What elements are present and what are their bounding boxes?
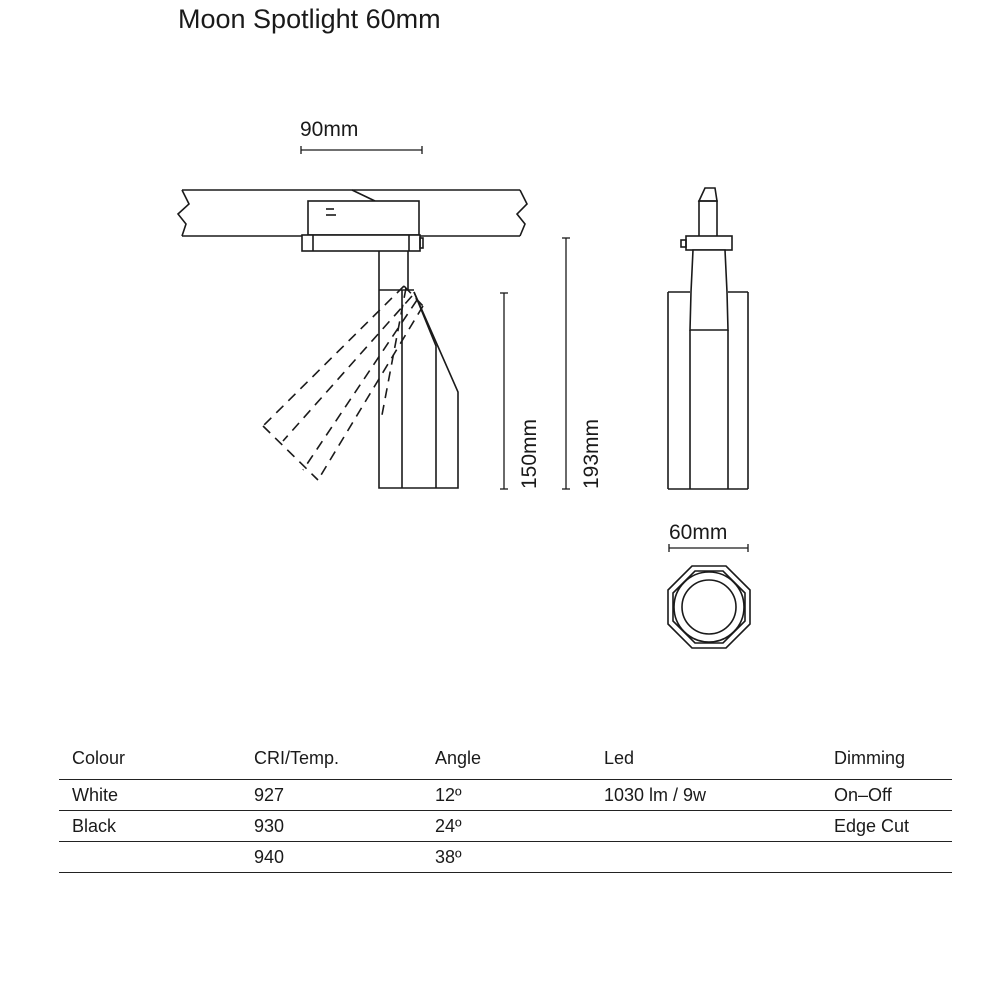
spec-table-header bbox=[59, 737, 952, 780]
front-view bbox=[668, 188, 748, 489]
table-row bbox=[59, 780, 952, 811]
header-colour: Colour bbox=[59, 737, 254, 780]
dimension-150-label: 150mm bbox=[518, 418, 541, 489]
dimension-diameter-line bbox=[669, 544, 748, 552]
cell-angle: 12º bbox=[435, 780, 604, 811]
cell-angle: 24º bbox=[435, 811, 604, 842]
header-dimming: Dimming bbox=[834, 737, 952, 780]
header-angle: Angle bbox=[435, 737, 604, 780]
cell-dimming: On–Off bbox=[834, 780, 952, 811]
cell-cri-temp: 940 bbox=[254, 842, 435, 873]
table-row bbox=[59, 842, 952, 873]
page-title: Moon Spotlight 60mm bbox=[178, 4, 441, 34]
spotlight-stem bbox=[379, 251, 408, 290]
cell-colour: White bbox=[59, 780, 254, 811]
dimension-193-line bbox=[562, 238, 570, 489]
cell-angle: 38º bbox=[435, 842, 604, 873]
cell-cri-temp: 927 bbox=[254, 780, 435, 811]
track-adapter bbox=[302, 201, 423, 251]
cell-dimming bbox=[834, 842, 952, 873]
spec-table bbox=[59, 737, 952, 873]
spotlight-head bbox=[379, 290, 458, 488]
cell-dimming: Edge Cut bbox=[834, 811, 952, 842]
dimension-width-line bbox=[301, 146, 422, 154]
bottom-view bbox=[668, 566, 750, 648]
header-led: Led bbox=[604, 737, 834, 780]
cell-led bbox=[604, 811, 834, 842]
cell-cri-temp: 930 bbox=[254, 811, 435, 842]
tilted-position-outline bbox=[263, 286, 423, 480]
table-row bbox=[59, 811, 952, 842]
dimension-diameter-label: 60mm bbox=[669, 521, 728, 544]
dimension-width-label: 90mm bbox=[300, 118, 359, 141]
dimension-193-label: 193mm bbox=[580, 418, 603, 489]
cell-led: 1030 lm / 9w bbox=[604, 780, 834, 811]
dimension-150-line bbox=[500, 293, 508, 489]
header-cri-temp: CRI/Temp. bbox=[254, 737, 435, 780]
cell-colour bbox=[59, 842, 254, 873]
cell-led bbox=[604, 842, 834, 873]
cell-colour: Black bbox=[59, 811, 254, 842]
